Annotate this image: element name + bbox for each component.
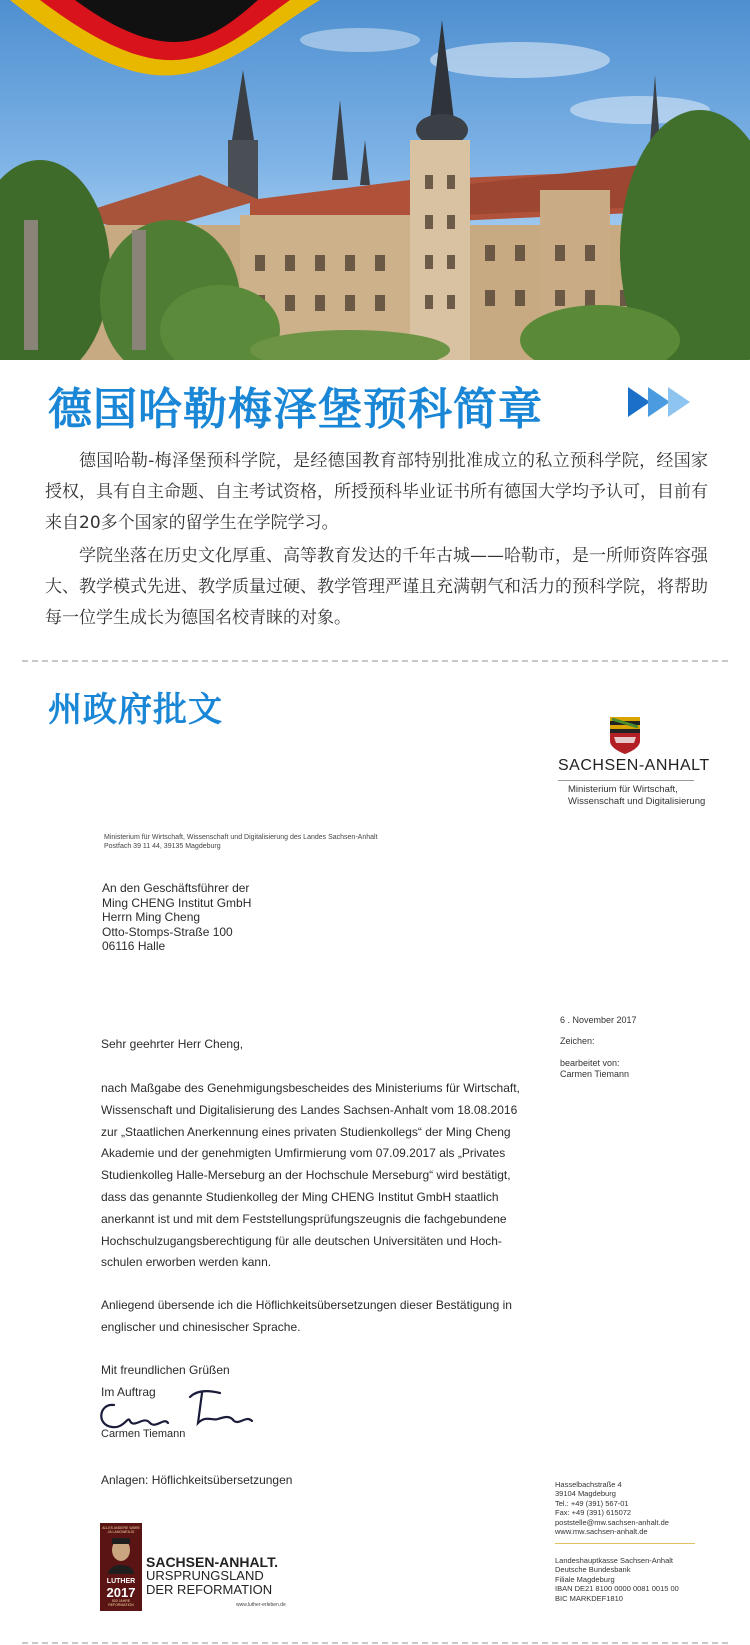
header-rule xyxy=(558,780,694,781)
body-line: schulen erworben werden kann. xyxy=(101,1255,272,1270)
body-line: Hochschulzugangsberechtigung für alle deutschen Universitäten und Hoch- xyxy=(101,1233,502,1248)
ministry-line-2: Wissenschaft und Digitalisierung xyxy=(568,796,706,807)
address-line: www.mw.sachsen-anhalt.de xyxy=(555,1527,648,1537)
section-divider xyxy=(22,660,728,662)
sender-address xyxy=(104,833,378,851)
processed-by xyxy=(560,1058,629,1080)
body-line: Studienkolleg Halle-Merseburg an der Hochschule Merseburg“ wird bestätigt, xyxy=(101,1168,511,1183)
recipient-line: 06116 Halle xyxy=(102,939,166,953)
luther-bottom-text: 500 JAHRE REFORMATION xyxy=(108,1599,134,1607)
recipient-address xyxy=(102,881,251,954)
body-line: zur „Staatlichen Anerkennung eines privaten Studienkollegs“ der Ming Cheng xyxy=(101,1124,511,1139)
luther-portrait-icon xyxy=(100,1534,142,1574)
recipient-line: An den Geschäftsführer der xyxy=(102,881,250,895)
closing-im-auftrag: Im Auftrag xyxy=(101,1384,156,1399)
tagline-line-1: SACHSEN-ANHALT. xyxy=(146,1554,278,1570)
bank-line: IBAN DE21 8100 0000 0081 0015 00 xyxy=(555,1584,679,1594)
tagline-line-2: URSPRUNGSLAND xyxy=(146,1568,264,1583)
page-title: 德国哈勒梅泽堡预科简章 xyxy=(48,384,543,435)
salutation: Sehr geehrter Herr Cheng, xyxy=(101,1037,244,1051)
recipient-line: Ming CHENG Institut GmbH xyxy=(102,895,252,910)
letter-body-1 xyxy=(101,1078,541,1274)
castle-illustration xyxy=(0,0,750,360)
bank-line: BIC MARKDEF1810 xyxy=(555,1593,623,1603)
address-line: 39104 Magdeburg xyxy=(555,1489,616,1499)
signer-name: Carmen Tiemann xyxy=(101,1428,186,1440)
intro-paragraph-2: 学院坐落在历史文化厚重、高等教育发达的千年古城——哈勒市，是一所师资阵容强大、教学模式先进、教学质量过硬、教学管理严谨且充满朝气和活力的预科学院，将帮助每一位学生成长为德国名校青睐的对象。 xyxy=(45,546,708,628)
address-line: poststelle@mw.sachsen-anhalt.de xyxy=(555,1517,669,1527)
footer-rule xyxy=(555,1543,695,1544)
body-line: dass das genannte Studienkolleg der Ming CHENG Institut GmbH staatlich xyxy=(101,1189,499,1204)
recipient-line: Herrn Ming Cheng xyxy=(102,910,201,924)
address-line: Hasselbachstraße 4 xyxy=(555,1480,622,1489)
recipient-line: Otto-Stomps-Straße 100 xyxy=(102,924,233,939)
body-line: Anliegend übersende ich die Höflichkeitsübersetzungen dieser Bestätigung in xyxy=(101,1298,512,1312)
letter-date: 6 . November 2017 xyxy=(560,1015,637,1025)
tagline-line-3: DER REFORMATION xyxy=(146,1582,273,1597)
ministry-name xyxy=(568,784,705,808)
body-line: Akademie und der genehmigten Umfirmierung vom 07.09.2017 als „Privates xyxy=(101,1146,506,1161)
coat-of-arms-icon xyxy=(608,713,642,755)
luther-year: 2017 xyxy=(106,1585,136,1600)
reformation-url: www.luther-erleben.de xyxy=(236,1602,286,1608)
sender-line-1: Ministerium für Wirtschaft, Wissenschaft und Digitalisierung des Landes Sachsen-Anhalt xyxy=(104,834,378,841)
luther-2017-logo xyxy=(100,1523,142,1611)
body-line: anerkannt ist und mit dem Feststellungsprüfungszeugnis die fachgebundene xyxy=(101,1211,507,1226)
bank-details-block xyxy=(555,1556,679,1603)
bank-line: Landeshauptkasse Sachsen-Anhalt xyxy=(555,1556,674,1565)
bank-line: Filiale Magdeburg xyxy=(555,1574,615,1584)
processed-by-label: bearbeitet von: xyxy=(560,1058,620,1068)
reference-label: Zeichen: xyxy=(560,1036,595,1046)
state-name: SACHSEN-ANHALT xyxy=(558,757,710,774)
triple-arrow-icon xyxy=(628,383,708,421)
address-line: Fax: +49 (391) 615072 xyxy=(555,1508,632,1518)
reformation-tagline xyxy=(146,1555,278,1597)
bottom-divider xyxy=(22,1642,728,1644)
ministry-line-1: Ministerium für Wirtschaft, xyxy=(568,784,678,795)
hero-castle-image xyxy=(0,0,750,360)
body-line: Wissenschaft und Digitalisierung des Landes Sachsen-Anhalt vom 18.08.2016 xyxy=(101,1102,518,1117)
bank-line: Deutsche Bundesbank xyxy=(555,1565,631,1575)
processed-by-name: Carmen Tiemann xyxy=(560,1069,630,1079)
body-line: nach Maßgabe des Genehmigungsbescheides des Ministeriums für Wirtschaft, xyxy=(101,1081,520,1095)
luther-top-text: ALLES ANDERE WÄRE JA LANGWEILIG xyxy=(102,1526,140,1534)
closing-greeting: Mit freundlichen Grüßen xyxy=(101,1363,230,1377)
address-line: Tel.: +49 (391) 567-01 xyxy=(555,1498,629,1508)
ministry-address-block xyxy=(555,1480,669,1536)
intro-paragraph-1: 德国哈勒-梅泽堡预科学院，是经德国教育部特别批准成立的私立预科学院，经国家授权，具有自主命题、自主考试资格，所授预科毕业证书所有德国大学均予认可，目前有来自20多个国家的留学生在学院学习。 xyxy=(45,451,708,533)
section-title: 州政府批文 xyxy=(48,690,223,730)
body-line: englischer und chinesischer Sprache. xyxy=(101,1319,301,1334)
letter-body-2 xyxy=(101,1295,541,1339)
luther-word: LUTHER xyxy=(106,1578,136,1585)
attachments: Anlagen: Höflichkeitsübersetzungen xyxy=(101,1473,293,1487)
sender-line-2: Postfach 39 11 44, 39135 Magdeburg xyxy=(104,843,221,850)
